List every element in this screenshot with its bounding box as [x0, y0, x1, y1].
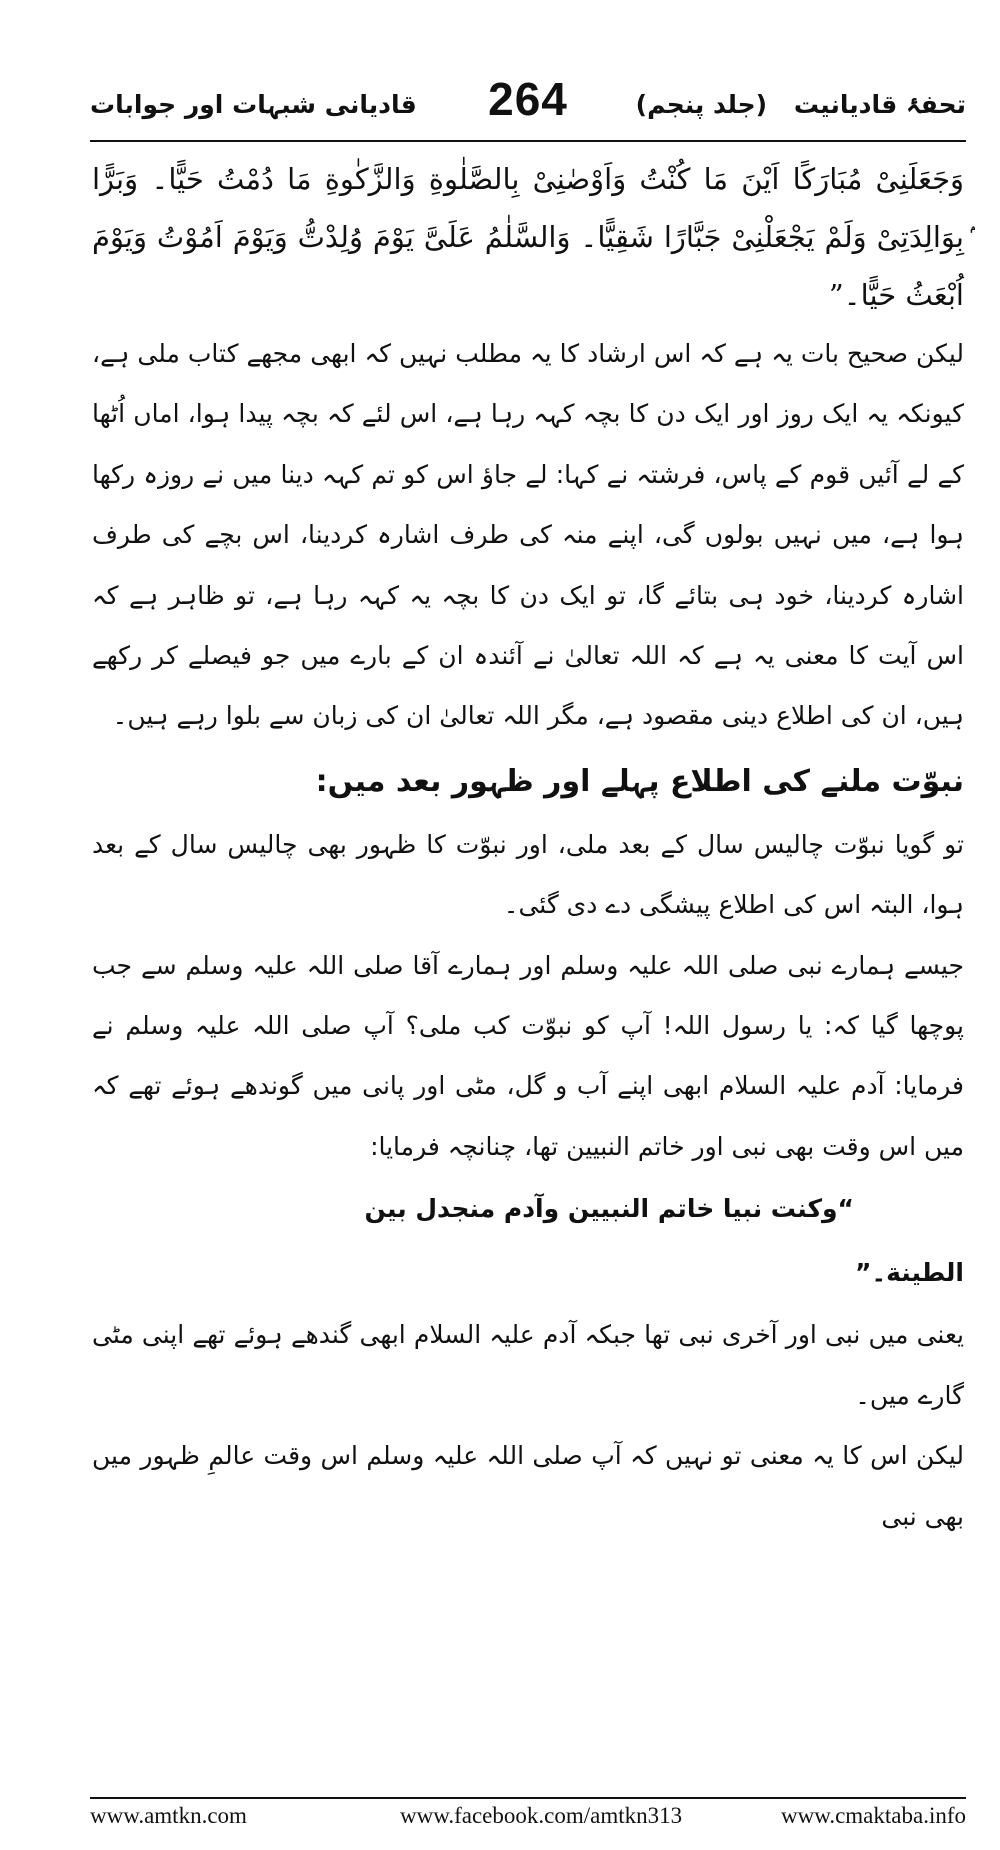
- footer-link-facebook[interactable]: www.facebook.com/amtkn313: [400, 1803, 683, 1828]
- section-heading: نبوّت ملنے کی اطلاع پہلے اور ظہور بعد میں:: [315, 763, 964, 799]
- hadith-quote-line-2: الطینة۔”: [855, 1258, 964, 1288]
- section-title: قادیانی شبہات اور جوابات: [90, 90, 417, 119]
- page-body: [92, 150, 964, 1547]
- footer-link-cmaktaba[interactable]: www.cmaktaba.info: [781, 1803, 966, 1828]
- page-footer: [90, 1803, 966, 1833]
- header-divider: [90, 140, 966, 142]
- header-book-title: [636, 90, 966, 119]
- paragraph-4: یعنی میں نبی اور آخری نبی تھا جبکہ آدم علیہ السلام ابھی گندھے ہوئے تھے اپنی مٹی گارے میں۔: [92, 1320, 964, 1410]
- book-title: تحفۂ قادیانیت: [793, 90, 966, 119]
- paragraph-1: لیکن صحیح بات یہ ہے کہ اس ارشاد کا یہ مطلب نہیں کہ ابھی مجھے کتاب ملی ہے، کیونکہ یہ ایک روز اور ایک دن کا بچہ کہہ رہا ہے، اس لئے کہ بچہ پیدا ہوا، اماں اُٹھا کے لے آئیں قوم کے پاس، فرشتہ نے کہا: لے جاؤ اس کو تم کہہ دینا میں نے روزہ رکھا ہوا ہے، میں نہیں بولوں گی، اپنے منہ کی طرف اشارہ کردینا، اس بچے کی طرف اشارہ کردینا، خود ہی بتائے گا، تو ایک دن کا بچہ یہ کہہ رہا ہے، تو ظاہر ہے کہ اس آیت کا معنی یہ ہے کہ اللہ تعالیٰ نے آئندہ ان کے بارے میں جو فیصلے کر رکھے ہیں، ان کی اطلاع دینی مقصود ہے، مگر اللہ تعالیٰ ان کی زبان سے بلوا رہے ہیں۔: [92, 339, 964, 731]
- paragraph-2: تو گویا نبوّت چالیس سال کے بعد ملی، اور نبوّت کا ظہور بھی چالیس سال کے بعد ہوا، البتہ اس کی اطلاع پیشگی دے دی گئی۔: [92, 829, 964, 920]
- page-number: 264: [488, 73, 568, 125]
- paragraph-3: جیسے ہمارے نبی صلی اللہ علیہ وسلم اور ہمارے آقا صلی اللہ علیہ وسلم سے جب پوچھا گیا کہ: یا رسول اللہ! آپ کو نبوّت کب ملی؟ آپ صلی اللہ علیہ وسلم نے فرمایا: آدم علیہ السلام ابھی اپنے آب و گل، مٹی اور پانی میں گوندھے ہوئے تھے کہ میں اس وقت بھی نبی اور خاتم النبیین تھا، چنانچہ فرمایا:: [92, 950, 964, 1161]
- volume-label: (جلد پنجم): [635, 90, 768, 119]
- paragraph-5: لیکن اس کا یہ معنی تو نہیں کہ آپ صلی اللہ علیہ وسلم اس وقت عالمِ ظہور میں بھی نبی: [92, 1441, 964, 1531]
- footer-divider: [90, 1797, 966, 1799]
- page-header: [90, 72, 966, 142]
- quran-verse: وَجَعَلَنِیْ مُبَارَكًا اَیْنَ مَا كُنْتُ وَاَوْصٰنِیْ بِالصَّلٰوةِ وَالزَّكٰوةِ مَا دُمْتُ حَیًّا۔ وَبَرًّا ۢبِوَالِدَتِیْ وَلَمْ یَجْعَلْنِیْ جَبَّارًا شَقِیًّا۔ وَالسَّلٰمُ عَلَیَّ یَوْمَ وُلِدْتُّ وَیَوْمَ اَمُوْتُ وَیَوْمَ اُبْعَثُ حَیًّا۔”: [92, 162, 964, 312]
- footer-link-amtkn[interactable]: www.amtkn.com: [90, 1803, 247, 1828]
- hadith-quote-line-1: “وکنت نبیا خاتم النبیین وآدم منجدل بین: [364, 1194, 854, 1224]
